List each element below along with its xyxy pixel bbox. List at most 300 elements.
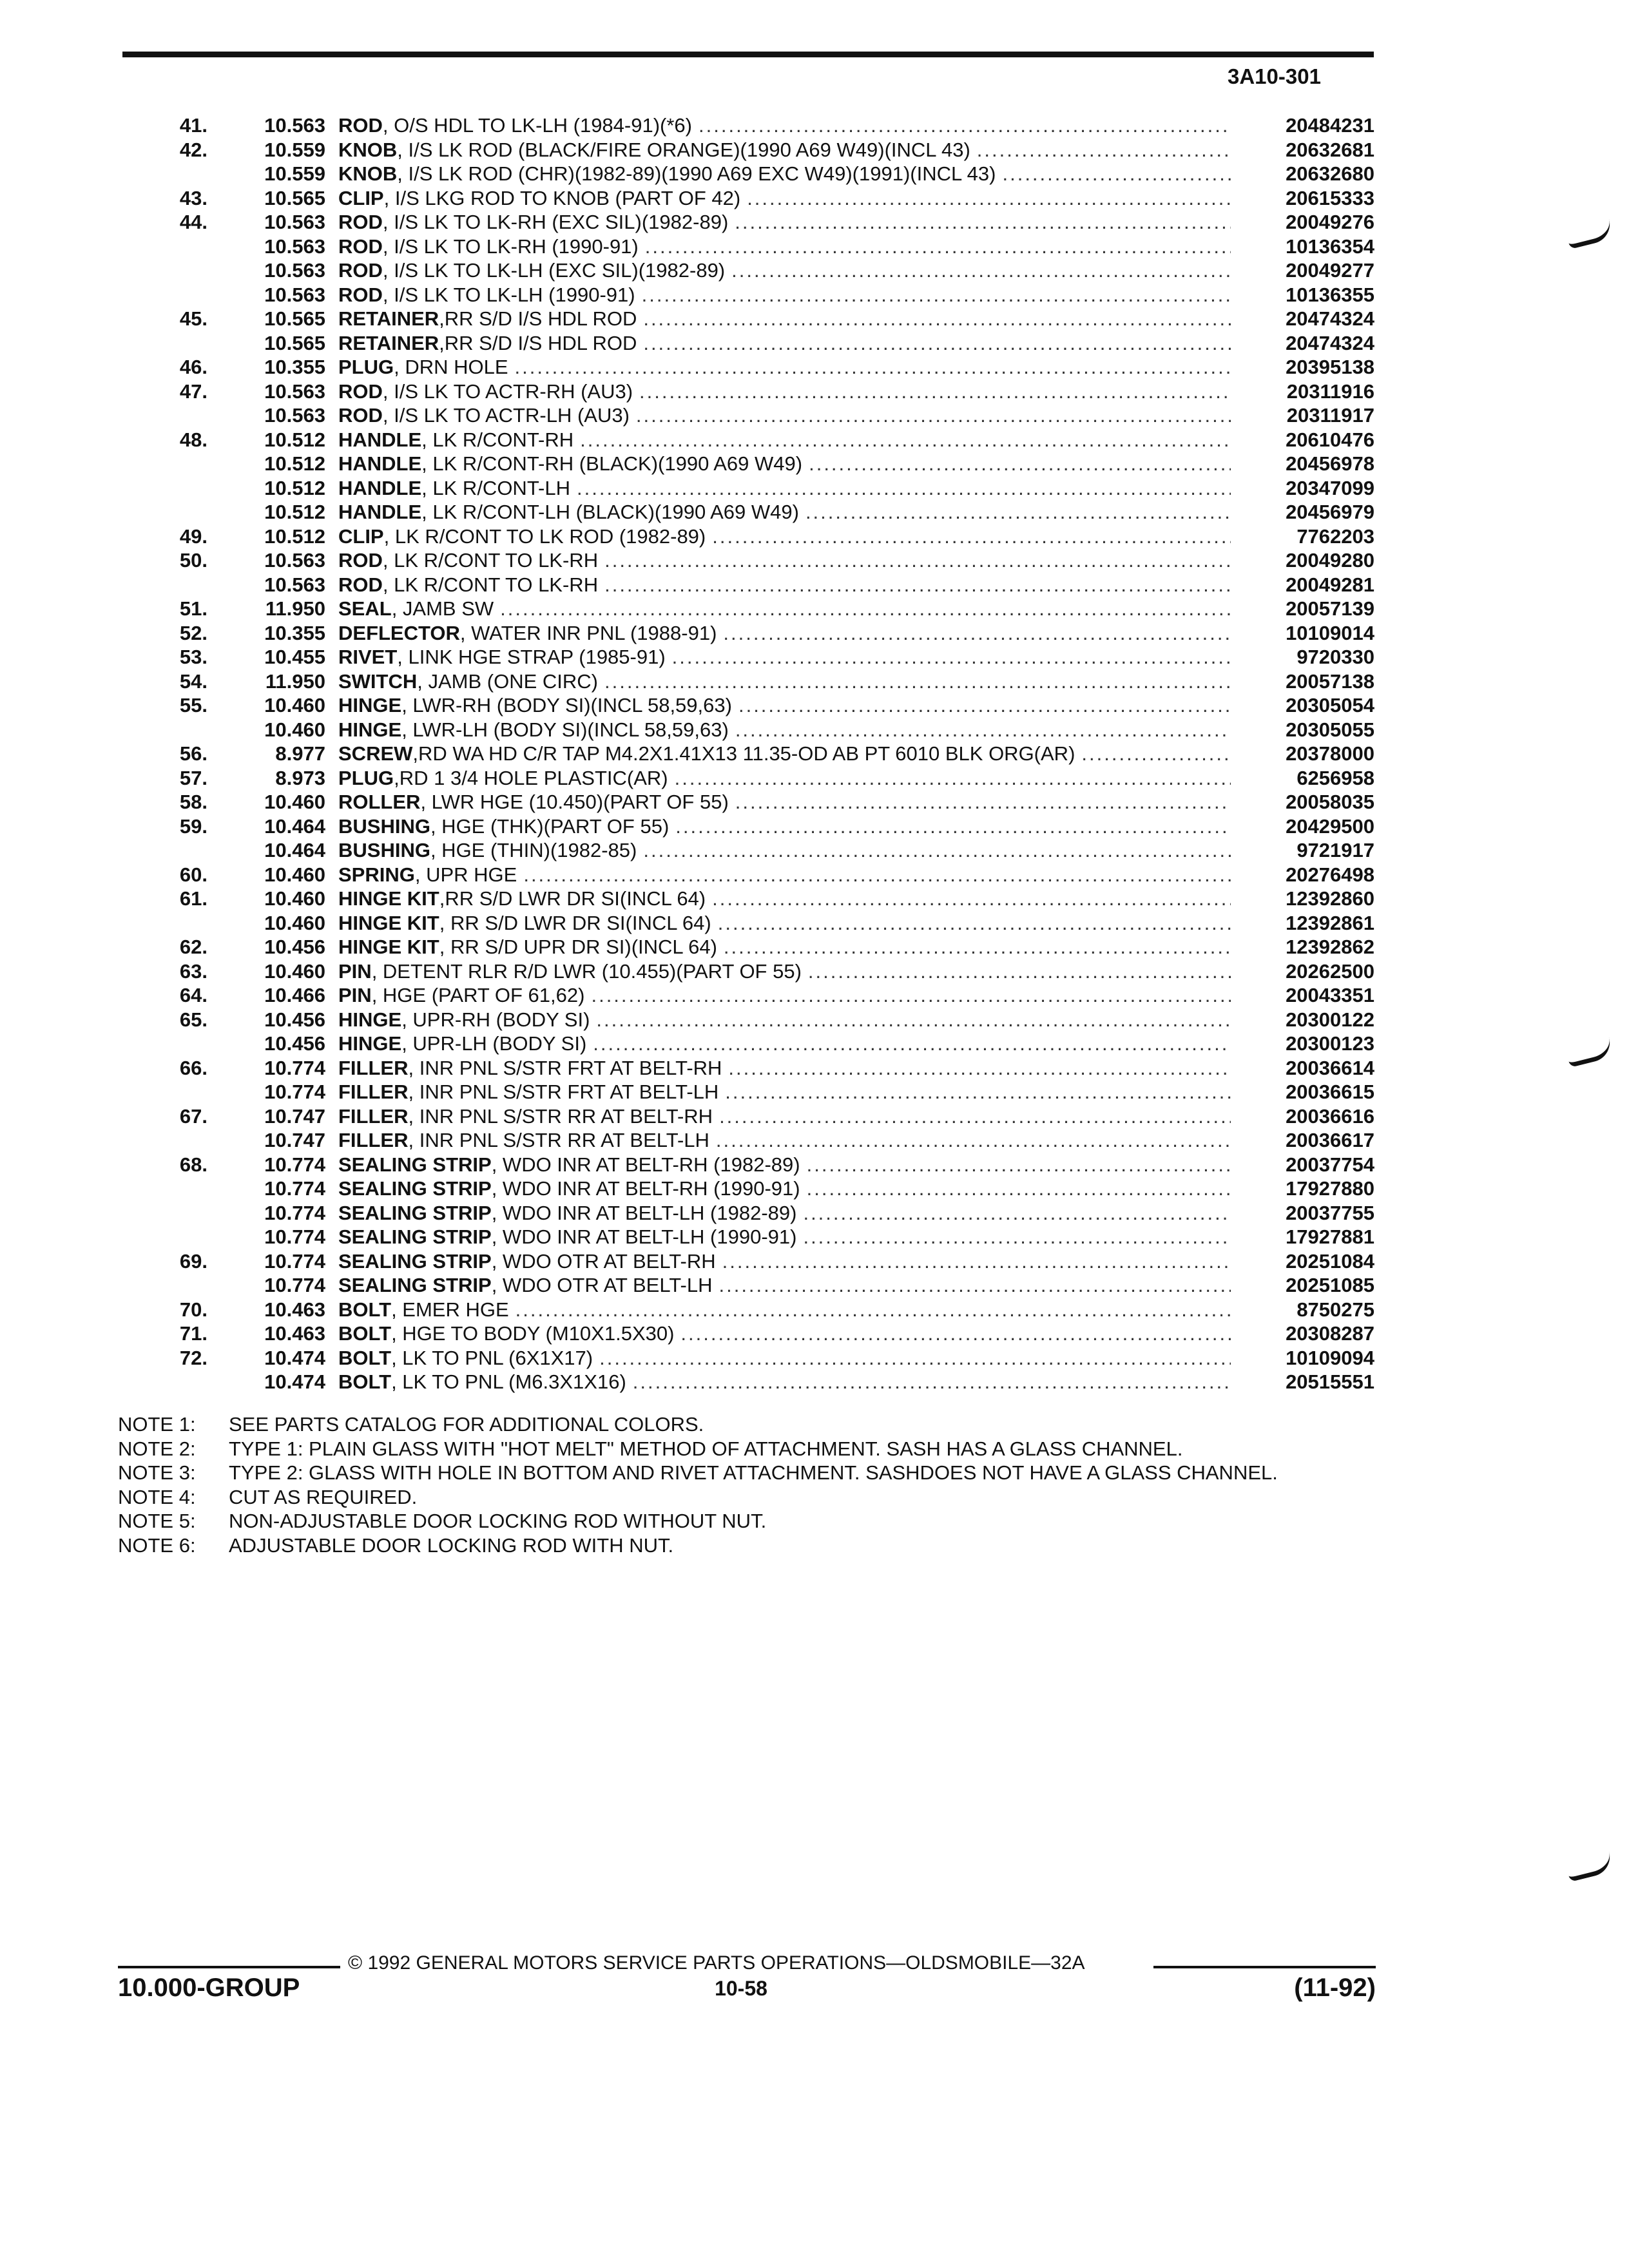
part-name: ROD xyxy=(338,211,383,233)
part-name: SEALING STRIP xyxy=(338,1177,492,1200)
group-number: 10.563 xyxy=(264,235,325,258)
part-name: PLUG xyxy=(338,766,394,789)
part-description xyxy=(338,113,1231,137)
part-name: KNOB xyxy=(338,138,398,161)
part-details: , WDO OTR AT BELT-LH xyxy=(491,1274,713,1296)
part-name: PIN xyxy=(338,959,372,983)
part-description xyxy=(338,1370,1231,1394)
part-name: CLIP xyxy=(338,186,384,209)
dot-leader xyxy=(729,718,1231,742)
part-description xyxy=(338,1321,1231,1345)
part-number: 20300123 xyxy=(1286,1032,1374,1055)
part-description xyxy=(338,428,1231,452)
dot-leader xyxy=(509,1298,1231,1321)
dot-leader xyxy=(970,138,1231,162)
part-details: , HGE (PART OF 61,62) xyxy=(371,984,585,1006)
dot-leader xyxy=(722,1056,1231,1080)
part-name: RIVET xyxy=(338,646,398,668)
part-details: , JAMB SW xyxy=(391,597,494,620)
dot-leader xyxy=(669,814,1231,838)
part-row xyxy=(0,258,1629,283)
part-description xyxy=(338,1104,1231,1128)
part-name: RETAINER xyxy=(338,307,439,330)
group-label: 10.000-GROUP xyxy=(118,1974,300,2002)
part-details: , I/S LK TO LK-RH (1990-91) xyxy=(382,235,639,258)
part-details: , O/S HDL TO LK-LH (1984-91)(*6) xyxy=(382,114,692,137)
part-number: 20378000 xyxy=(1286,742,1374,765)
part-description xyxy=(338,814,1231,838)
part-row xyxy=(0,838,1629,863)
item-number: 59. xyxy=(179,814,207,838)
group-number: 10.774 xyxy=(264,1201,325,1224)
item-number: 72. xyxy=(179,1346,207,1369)
item-number: 49. xyxy=(179,524,207,548)
part-description xyxy=(338,863,1231,887)
part-row xyxy=(0,669,1629,694)
dot-leader xyxy=(586,1032,1231,1055)
dot-leader xyxy=(517,863,1231,887)
group-number: 10.563 xyxy=(264,211,325,233)
part-description xyxy=(338,597,1231,620)
part-number: 9721917 xyxy=(1296,839,1374,861)
dot-leader xyxy=(796,1225,1231,1249)
part-row xyxy=(0,331,1629,356)
part-row xyxy=(0,573,1629,597)
part-details: , I/S LK ROD (BLACK/FIRE ORANGE)(1990 A69 W49)(INCL 43) xyxy=(397,138,970,161)
part-details: , LWR-LH (BODY SI)(INCL 58,59,63) xyxy=(401,718,729,741)
part-number: 10109014 xyxy=(1286,621,1374,644)
part-details: , INR PNL S/STR FRT AT BELT-RH xyxy=(408,1056,722,1079)
part-row xyxy=(0,403,1629,428)
part-description xyxy=(338,283,1231,307)
dot-leader xyxy=(508,355,1231,379)
part-row xyxy=(0,1249,1629,1274)
part-description xyxy=(338,1177,1231,1200)
part-details: , LK R/CONT TO LK ROD (1982-89) xyxy=(383,524,706,548)
part-name: SCREW xyxy=(338,742,413,765)
part-row xyxy=(0,863,1629,887)
part-name: HANDLE xyxy=(338,452,422,475)
part-description xyxy=(338,669,1231,693)
part-number: 20300122 xyxy=(1286,1008,1374,1031)
part-description xyxy=(338,355,1231,379)
part-row xyxy=(0,113,1629,138)
dot-leader xyxy=(598,573,1231,597)
part-name: SEAL xyxy=(338,597,392,620)
part-row xyxy=(0,911,1629,936)
part-description xyxy=(338,838,1231,862)
part-name: PIN xyxy=(338,984,372,1006)
item-number: 70. xyxy=(179,1298,207,1321)
dot-leader xyxy=(590,1008,1231,1032)
part-details: , WDO INR AT BELT-RH (1982-89) xyxy=(491,1153,800,1176)
part-row xyxy=(0,1128,1629,1153)
part-row xyxy=(0,476,1629,501)
part-row xyxy=(0,138,1629,162)
part-description xyxy=(338,331,1231,355)
part-number: 20395138 xyxy=(1286,356,1374,378)
dot-leader xyxy=(639,235,1231,258)
part-description xyxy=(338,548,1231,572)
dot-leader xyxy=(799,500,1231,524)
part-number: 20474324 xyxy=(1286,331,1374,354)
dot-leader xyxy=(802,959,1231,983)
dot-leader xyxy=(692,113,1231,137)
part-number: 12392860 xyxy=(1286,887,1374,910)
part-name: SEALING STRIP xyxy=(338,1274,492,1296)
part-details: , RR S/D UPR DR SI)(INCL 64) xyxy=(439,936,717,958)
item-number: 67. xyxy=(179,1104,207,1128)
part-row xyxy=(0,597,1629,621)
item-number: 62. xyxy=(179,936,207,958)
note-text: NON-ADJUSTABLE DOOR LOCKING ROD WITHOUT NUT. xyxy=(229,1510,767,1532)
item-number: 54. xyxy=(179,669,207,693)
part-row xyxy=(0,548,1629,573)
dot-leader xyxy=(800,1153,1231,1177)
note-label: NOTE 1: xyxy=(118,1413,196,1436)
part-number: 9720330 xyxy=(1296,646,1374,668)
note-label: NOTE 5: xyxy=(118,1510,196,1532)
note-row xyxy=(118,1533,1536,1557)
dot-leader xyxy=(598,548,1231,572)
part-number: 20474324 xyxy=(1286,307,1374,330)
dot-leader xyxy=(728,210,1231,234)
part-name: FILLER xyxy=(338,1104,409,1128)
part-number: 20429500 xyxy=(1286,814,1374,838)
item-number: 48. xyxy=(179,428,207,451)
part-name: SPRING xyxy=(338,863,415,886)
part-name: HINGE xyxy=(338,1008,402,1031)
part-name: SEALING STRIP xyxy=(338,1201,492,1224)
part-details: , LWR-RH (BODY SI)(INCL 58,59,63) xyxy=(401,694,732,716)
part-details: , HGE (THK)(PART OF 55) xyxy=(430,814,670,838)
group-number: 10.466 xyxy=(264,984,325,1006)
group-number: 10.460 xyxy=(264,718,325,741)
part-row xyxy=(0,1032,1629,1056)
part-number: 20276498 xyxy=(1286,863,1374,886)
dot-leader xyxy=(800,1177,1231,1200)
part-description xyxy=(338,403,1231,427)
part-row xyxy=(0,935,1629,959)
part-row xyxy=(0,1201,1629,1225)
group-number: 10.563 xyxy=(264,549,325,572)
parts-list xyxy=(0,113,1629,1394)
part-number: 20036615 xyxy=(1286,1081,1374,1103)
footer-rule-right xyxy=(1153,1966,1376,1968)
part-row xyxy=(0,162,1629,186)
part-number: 20515551 xyxy=(1286,1370,1374,1393)
group-number: 11.950 xyxy=(265,597,325,620)
part-number: 20037755 xyxy=(1286,1201,1374,1224)
part-description xyxy=(338,307,1231,331)
item-number: 43. xyxy=(179,186,207,209)
part-description xyxy=(338,1249,1231,1273)
part-row xyxy=(0,766,1629,791)
dot-leader xyxy=(713,1104,1231,1128)
part-name: HANDLE xyxy=(338,476,422,499)
item-number: 44. xyxy=(179,211,207,233)
item-number: 66. xyxy=(179,1056,207,1079)
part-row xyxy=(0,645,1629,669)
part-number: 12392862 xyxy=(1286,936,1374,958)
part-number: 20036616 xyxy=(1286,1104,1374,1128)
note-text: ADJUSTABLE DOOR LOCKING ROD WITH NUT. xyxy=(229,1533,674,1557)
part-name: BUSHING xyxy=(338,814,430,838)
group-number: 11.950 xyxy=(265,669,325,693)
note-text: TYPE 1: PLAIN GLASS WITH "HOT MELT" METHOD OF ATTACHMENT. SASH HAS A GLASS CHANNEL. xyxy=(229,1437,1183,1460)
dot-leader xyxy=(709,1128,1231,1152)
group-number: 8.977 xyxy=(275,742,325,765)
part-details: ,RD WA HD C/R TAP M4.2X1.41X13 11.35-OD AB PT 6010 BLK ORG(AR) xyxy=(412,742,1075,765)
part-details: , DETENT RLR R/D LWR (10.455)(PART OF 55) xyxy=(371,959,802,983)
part-number: 20036617 xyxy=(1286,1129,1374,1151)
part-number: 17927881 xyxy=(1286,1225,1374,1248)
part-number: 6256958 xyxy=(1296,766,1374,789)
part-details: , I/S LKG ROD TO KNOB (PART OF 42) xyxy=(383,186,741,209)
item-number: 63. xyxy=(179,959,207,983)
part-number: 20057138 xyxy=(1286,669,1374,693)
part-description xyxy=(338,983,1231,1007)
part-details: , LK R/CONT-RH (BLACK)(1990 A69 W49) xyxy=(421,452,803,475)
part-description xyxy=(338,1201,1231,1225)
part-description xyxy=(338,1032,1231,1055)
group-number: 10.456 xyxy=(264,1032,325,1055)
part-details: , I/S LK TO ACTR-LH (AU3) xyxy=(382,404,630,427)
part-number: 20049277 xyxy=(1286,259,1374,282)
note-label: NOTE 4: xyxy=(118,1485,196,1508)
part-details: , LK TO PNL (M6.3X1X16) xyxy=(391,1370,626,1393)
dot-leader xyxy=(717,935,1231,959)
note-text: CUT AS REQUIRED. xyxy=(229,1485,418,1508)
group-number: 10.565 xyxy=(264,331,325,354)
part-description xyxy=(338,1008,1231,1032)
group-number: 10.460 xyxy=(264,694,325,716)
part-details: , INR PNL S/STR RR AT BELT-RH xyxy=(408,1104,713,1128)
group-number: 10.774 xyxy=(264,1274,325,1296)
part-details: , LK R/CONT-RH xyxy=(421,428,574,451)
part-name: CLIP xyxy=(338,524,384,548)
part-name: ROD xyxy=(338,235,383,258)
part-number: 20251085 xyxy=(1286,1274,1374,1296)
group-number: 10.512 xyxy=(264,428,325,451)
part-row xyxy=(0,1321,1629,1346)
dot-leader xyxy=(593,1346,1231,1370)
part-row xyxy=(0,307,1629,331)
dot-leader xyxy=(674,1321,1231,1345)
dot-leader xyxy=(570,476,1231,500)
part-number: 20049276 xyxy=(1286,211,1374,233)
part-name: KNOB xyxy=(338,162,398,185)
item-number: 57. xyxy=(179,766,207,789)
part-description xyxy=(338,258,1231,282)
part-details: , LK R/CONT-LH (BLACK)(1990 A69 W49) xyxy=(421,501,799,523)
dot-leader xyxy=(706,887,1231,910)
part-description xyxy=(338,693,1231,717)
group-number: 10.747 xyxy=(264,1104,325,1128)
item-number: 46. xyxy=(179,356,207,378)
part-name: DEFLECTOR xyxy=(338,621,460,644)
part-description xyxy=(338,524,1231,548)
item-number: 68. xyxy=(179,1153,207,1176)
group-number: 10.460 xyxy=(264,887,325,910)
part-number: 10136355 xyxy=(1286,283,1374,306)
item-number: 60. xyxy=(179,863,207,886)
part-details: , I/S LK TO ACTR-RH (AU3) xyxy=(382,380,633,403)
group-number: 10.774 xyxy=(264,1153,325,1176)
group-number: 10.747 xyxy=(264,1129,325,1151)
dot-leader xyxy=(633,380,1231,403)
part-name: HINGE xyxy=(338,1032,402,1055)
part-name: RETAINER xyxy=(338,331,439,354)
part-row xyxy=(0,1346,1629,1370)
part-name: HANDLE xyxy=(338,501,422,523)
part-details: , UPR HGE xyxy=(414,863,517,886)
dot-leader xyxy=(1075,742,1231,765)
header-rule xyxy=(122,52,1374,57)
part-name: SEALING STRIP xyxy=(338,1249,492,1273)
part-name: SEALING STRIP xyxy=(338,1153,492,1176)
dot-leader xyxy=(574,428,1231,452)
part-number: 10136354 xyxy=(1286,235,1374,258)
copyright-line: © 1992 GENERAL MOTORS SERVICE PARTS OPERATIONS—OLDSMOBILE—32A xyxy=(348,1952,1085,1974)
note-row xyxy=(118,1509,1536,1533)
part-details: ,RR S/D I/S HDL ROD xyxy=(439,331,637,354)
part-description xyxy=(338,1225,1231,1249)
part-number: 20251084 xyxy=(1286,1249,1374,1273)
group-number: 10.774 xyxy=(264,1177,325,1200)
group-number: 10.774 xyxy=(264,1081,325,1103)
part-row xyxy=(0,790,1629,814)
part-name: ROD xyxy=(338,404,383,427)
group-number: 10.563 xyxy=(264,573,325,596)
part-name: ROLLER xyxy=(338,791,421,813)
item-number: 52. xyxy=(179,621,207,644)
part-row xyxy=(0,1225,1629,1249)
part-number: 20311917 xyxy=(1286,404,1374,427)
part-details: , I/S LK ROD (CHR)(1982-89)(1990 A69 EXC W49)(1991)(INCL 43) xyxy=(397,162,996,185)
part-row xyxy=(0,210,1629,235)
part-description xyxy=(338,500,1231,524)
dot-leader xyxy=(996,162,1231,186)
part-name: ROD xyxy=(338,114,383,137)
part-row xyxy=(0,887,1629,911)
part-row xyxy=(0,1104,1629,1129)
part-details: , WATER INR PNL (1988-91) xyxy=(459,621,717,644)
part-description xyxy=(338,573,1231,597)
group-number: 10.460 xyxy=(264,863,325,886)
part-details: , HGE TO BODY (M10X1.5X30) xyxy=(391,1322,675,1345)
dot-leader xyxy=(718,1080,1231,1104)
part-description xyxy=(338,186,1231,210)
part-description xyxy=(338,645,1231,669)
note-text: SEE PARTS CATALOG FOR ADDITIONAL COLORS. xyxy=(229,1413,704,1436)
part-details: , LK R/CONT-LH xyxy=(421,476,570,499)
group-number: 10.563 xyxy=(264,380,325,403)
part-row xyxy=(0,718,1629,742)
part-description xyxy=(338,380,1231,403)
group-number: 10.512 xyxy=(264,452,325,475)
dot-leader xyxy=(716,1249,1231,1273)
group-number: 10.464 xyxy=(264,839,325,861)
part-row xyxy=(0,452,1629,476)
dot-leader xyxy=(637,307,1231,331)
part-name: ROD xyxy=(338,573,383,596)
dot-leader xyxy=(711,911,1231,935)
part-row xyxy=(0,1153,1629,1177)
part-name: SEALING STRIP xyxy=(338,1225,492,1248)
dot-leader xyxy=(637,838,1231,862)
dot-leader xyxy=(668,766,1231,790)
part-number: 20262500 xyxy=(1286,959,1374,983)
part-number: 10109094 xyxy=(1286,1346,1374,1369)
dot-leader xyxy=(717,621,1231,645)
part-description xyxy=(338,790,1231,814)
part-details: ,RD 1 3/4 HOLE PLASTIC(AR) xyxy=(394,766,668,789)
page-number: 10-58 xyxy=(715,1977,767,2000)
item-number: 71. xyxy=(179,1322,207,1345)
part-row xyxy=(0,959,1629,984)
group-number: 10.563 xyxy=(264,283,325,306)
part-number: 20347099 xyxy=(1286,476,1374,499)
part-number: 20305055 xyxy=(1286,718,1374,741)
dot-leader xyxy=(598,669,1231,693)
part-name: ROD xyxy=(338,259,383,282)
group-number: 10.512 xyxy=(264,476,325,499)
part-details: , EMER HGE xyxy=(391,1298,509,1321)
part-description xyxy=(338,1153,1231,1177)
part-number: 20058035 xyxy=(1286,791,1374,813)
part-details: , INR PNL S/STR FRT AT BELT-LH xyxy=(408,1081,719,1103)
part-name: ROD xyxy=(338,549,383,572)
part-description xyxy=(338,1056,1231,1080)
part-number: 20049281 xyxy=(1286,573,1374,596)
group-number: 10.460 xyxy=(264,959,325,983)
part-description xyxy=(338,1298,1231,1321)
part-number: 12392861 xyxy=(1286,911,1374,934)
part-name: HINGE xyxy=(338,694,402,716)
part-name: BOLT xyxy=(338,1370,392,1393)
part-name: BOLT xyxy=(338,1298,392,1321)
part-number: 20456979 xyxy=(1286,501,1374,523)
part-name: FILLER xyxy=(338,1081,409,1103)
group-number: 10.456 xyxy=(264,1008,325,1031)
part-details: , LK TO PNL (6X1X17) xyxy=(391,1346,593,1369)
part-description xyxy=(338,452,1231,476)
part-number: 20632680 xyxy=(1286,162,1374,185)
part-description xyxy=(338,1128,1231,1152)
group-number: 10.559 xyxy=(264,162,325,185)
part-number: 7762203 xyxy=(1296,524,1374,548)
group-number: 10.460 xyxy=(264,791,325,813)
part-details: , WDO OTR AT BELT-RH xyxy=(491,1249,716,1273)
part-row xyxy=(0,186,1629,211)
part-row xyxy=(0,1177,1629,1201)
group-number: 10.512 xyxy=(264,524,325,548)
part-name: HINGE KIT xyxy=(338,936,439,958)
item-number: 69. xyxy=(179,1249,207,1273)
group-number: 10.774 xyxy=(264,1249,325,1273)
part-row xyxy=(0,355,1629,380)
part-details: , RR S/D LWR DR SI(INCL 64) xyxy=(439,911,711,934)
item-number: 64. xyxy=(179,984,207,1006)
part-description xyxy=(338,1273,1231,1297)
group-number: 10.512 xyxy=(264,501,325,523)
note-label: NOTE 3: xyxy=(118,1461,196,1484)
part-description xyxy=(338,1080,1231,1104)
part-details: , I/S LK TO LK-LH (EXC SIL)(1982-89) xyxy=(382,259,726,282)
part-number: 20308287 xyxy=(1286,1322,1374,1345)
part-details: , DRN HOLE xyxy=(394,356,508,378)
